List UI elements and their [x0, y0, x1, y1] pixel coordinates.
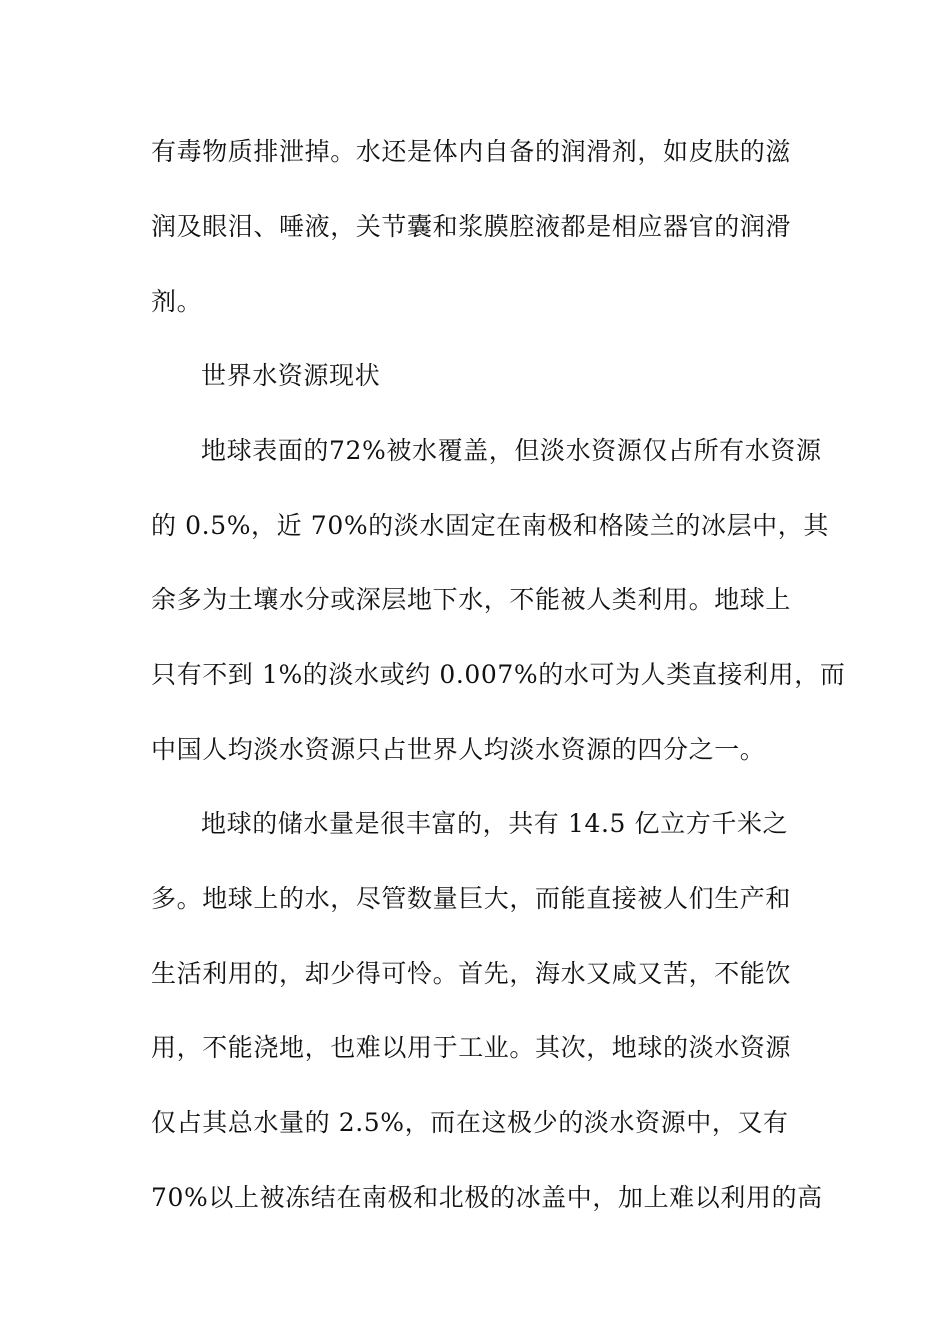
text-line: 地球表面的72%被水覆盖，但淡水资源仅占所有水资源	[201, 436, 822, 465]
text-line: 70%以上被冻结在南极和北极的冰盖中，加上难以利用的高	[151, 1183, 823, 1212]
text-line: 余多为土壤水分或深层地下水，不能被人类利用。地球上	[151, 585, 792, 614]
text-line: 地球的储水量是很丰富的，共有 14.5 亿立方千米之	[201, 809, 789, 838]
text-line: 中国人均淡水资源只占世界人均淡水资源的四分之一。	[151, 735, 766, 764]
text-line: 多。地球上的水，尽管数量巨大，而能直接被人们生产和	[151, 884, 792, 913]
text-line: 生活利用的，却少得可怜。首先，海水又咸又苦，不能饮	[151, 959, 792, 988]
text-line: 只有不到 1%的淡水或约 0.007%的水可为人类直接利用，而	[151, 660, 846, 689]
text-line: 润及眼泪、唾液，关节囊和浆膜腔液都是相应器官的润滑	[151, 212, 792, 241]
text-line: 有毒物质排泄掉。水还是体内自备的润滑剂，如皮肤的滋	[151, 137, 792, 166]
text-line: 仅占其总水量的 2.5%，而在这极少的淡水资源中，又有	[151, 1108, 789, 1137]
section-heading: 世界水资源现状	[201, 361, 381, 390]
text-line: 的 0.5%，近 70%的淡水固定在南极和格陵兰的冰层中，其	[151, 511, 829, 540]
text-line: 用，不能浇地，也难以用于工业。其次，地球的淡水资源	[151, 1033, 792, 1062]
text-line: 剂。	[151, 287, 203, 316]
